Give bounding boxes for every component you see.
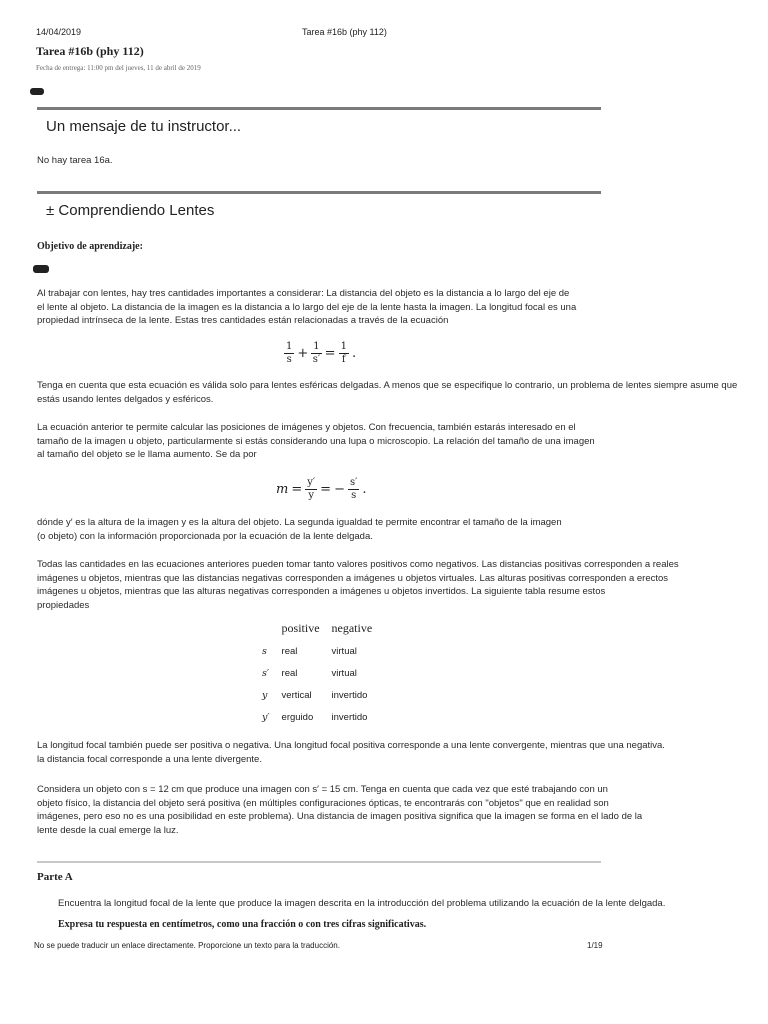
tag-icon: [30, 88, 44, 95]
part-a-title: Parte A: [37, 871, 73, 883]
page-title: Tarea #16b (phy 112): [36, 44, 144, 58]
objective-label: Objetivo de aprendizaje:: [37, 241, 143, 252]
due-date: Fecha de entrega: 11:00 pm del jueves, 11 de abril de 2019: [36, 64, 201, 72]
message-text: No hay tarea 16a.: [37, 155, 113, 166]
table-row: y′ erguido invertido: [262, 711, 368, 723]
table-header: negative: [331, 621, 373, 635]
table-row: s real virtual: [262, 645, 357, 657]
table-row: s′ real virtual: [262, 667, 357, 679]
divider: [37, 861, 601, 863]
paragraph-magnification: La ecuación anterior te permite calcular las posiciones de imágenes y objetos. Con frecuencia, también estarás interesado en el tamaño de la imagen u objeto, particularmente si estás considerando una lupa o microscopio. La relación del tamaño de una imagen al tamaño del objeto se le llama aumento. Se da por: [37, 422, 595, 460]
paragraph-heights: dónde y′ es la altura de la imagen y es la altura del objeto. La segunda igualdad te permite encontrar el tamaño de la imagen (o objeto) con la información proporcionada por la ecuación de la lente delgada.: [37, 517, 562, 542]
footer-note: No se puede traducir un enlace directamente. Proporcione un texto para la traducción.: [34, 941, 340, 950]
part-a-instruction: Expresa tu respuesta en centímetros, como una fracción o con tres cifras significativas.: [58, 919, 427, 930]
table-row: y vertical invertido: [262, 689, 368, 701]
paragraph-problem: Considera un objeto con s = 12 cm que produce una imagen con s′ = 15 cm. Tenga en cuenta que cada vez que esté trabajando con un objeto físico, la distancia del objeto será positiva (en múltiples configuraciones ópticas, te encontrarás con "objetos" que en realidad son imágenes, pero eso no es una posibilidad en este problema). Una distancia de imagen positiva significa que la imagen se forma en el lado de la lente desde la cual emerge la luz.: [37, 784, 643, 836]
part-a-question: Encuentra la longitud focal de la lente que produce la imagen descrita en la introducción del problema utilizando la ecuación de la lente delgada.: [58, 898, 666, 909]
print-title: Tarea #16b (phy 112): [302, 27, 387, 37]
paragraph-validity: Tenga en cuenta que esta ecuación es válida solo para lentes esféricas delgadas. A menos que se especifique lo contrario, un problema de lentes siempre asume que estás usando lentes delgados y esféricos.: [37, 380, 738, 405]
section-heading: ± Comprendiendo Lentes: [46, 202, 215, 219]
paragraph-signs: Todas las cantidades en las ecuaciones anteriores pueden tomar tanto valores positivos como negativos. Las distancias positivas corresponden a reales imágenes u objetos, mientras que las distancias negativas corresponden a imágenes u objetos virtuales. Las alturas positivas corresponden a erectos imágenes u objetos, mientras que las alturas negativas corresponden a imágenes u objetos invertidos. La siguiente tabla resume estos propiedades: [37, 559, 679, 611]
tag-icon: [33, 265, 49, 273]
table-header: positive: [281, 621, 320, 635]
sign-table: [256, 617, 378, 728]
magnification-equation: m = $\frac{y'}{y}$ = − $\frac{s'}{s}$ .: [276, 477, 367, 501]
paragraph-focal: La longitud focal también puede ser positiva o negativa. Una longitud focal positiva corresponde a una lente convergente, mientras que una negativa. la distancia focal corresponde a una lente divergente.: [37, 740, 665, 765]
print-date: 14/04/2019: [36, 27, 82, 37]
thin-lens-equation: $\frac{1}{s}$ + $\frac{1}{s'}$ = $\frac{1}{f}$ .: [286, 341, 357, 365]
message-heading: Un mensaje de tu instructor...: [46, 118, 242, 135]
divider: [37, 191, 601, 194]
divider: [37, 107, 601, 110]
paragraph-intro: Al trabajar con lentes, hay tres cantidades importantes a considerar: La distancia del objeto es la distancia a lo largo del eje de el lente al objeto. La distancia de la imagen es la distancia a lo largo del eje de la lente hasta la imagen. La longitud focal es una propiedad intrínseca de la lente. Estas tres cantidades están relacionadas a través de la ecuación: [37, 288, 577, 326]
page-number: 1/19: [587, 941, 603, 950]
